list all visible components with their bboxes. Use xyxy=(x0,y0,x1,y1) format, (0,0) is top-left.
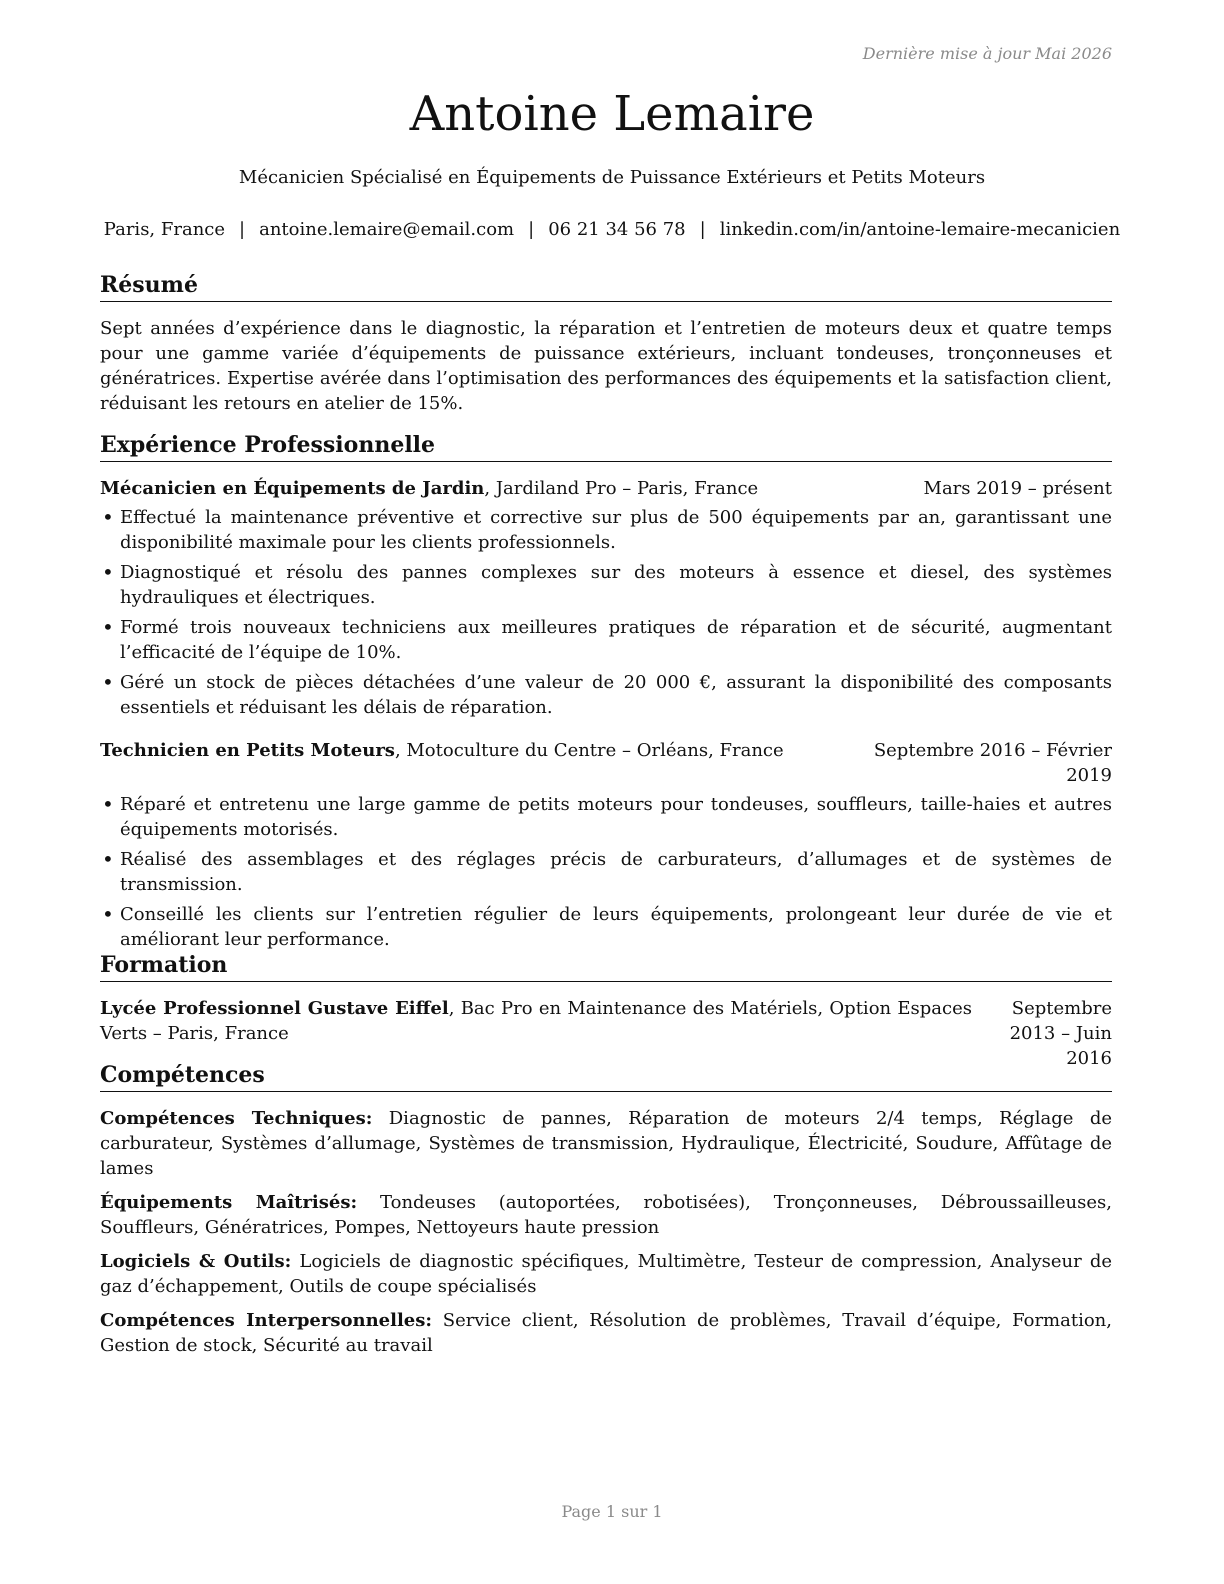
job-role: Technicien en Petits Moteurs xyxy=(100,740,395,761)
skill-line xyxy=(100,1249,1112,1299)
skill-text: Tondeuses (autoportées, robotisées), Tronçonneuses, Débroussailleuses, Souffleurs, Génératrices, Pompes, Nettoyeurs haute pression xyxy=(100,1192,1112,1238)
separator: | xyxy=(699,219,706,240)
separator: | xyxy=(239,219,246,240)
job-dates: Septembre 2016 – Février 2019 xyxy=(873,740,1112,786)
phone: 06 21 34 56 78 xyxy=(548,219,686,240)
job-title: Mécanicien Spécialisé en Équipements de Puissance Extérieurs et Petits Moteurs xyxy=(238,167,986,188)
summary-text: Sept années d’expérience dans le diagnostic, la réparation et l’entretien de moteurs deux et quatre temps pour une gamme variée d’équipements de puissance extérieurs, incluant tondeuses, tronçonneuses et génératrices. Expertise avérée dans l’optimisation des performances des équipements et la satisfaction client, réduisant les retours en atelier de 15%. xyxy=(100,318,1112,414)
page-number: Page 1 sur 1 xyxy=(561,1502,663,1521)
candidate-name: Antoine Lemaire xyxy=(409,86,815,142)
job-bullets xyxy=(100,505,1112,720)
section-title-skills: Compétences xyxy=(100,1060,1112,1092)
skills-section xyxy=(100,1060,1112,1367)
linkedin-link[interactable]: linkedin.com/in/antoine-lemaire-mecanicien xyxy=(719,219,1121,240)
bullet-item: • Géré un stock de pièces détachées d’une valeur de 20 000 €, assurant la disponibilité des composants essentiels et réduisant les délais de réparation. xyxy=(100,670,1112,720)
bullet-item: • Effectué la maintenance préventive et corrective sur plus de 500 équipements par an, garantissant une disponibilité maximale pour les clients professionnels. xyxy=(100,505,1112,555)
bullet-item: • Réalisé des assemblages et des réglages précis de carburateurs, d’allumages et de systèmes de transmission. xyxy=(100,847,1112,897)
skill-line xyxy=(100,1190,1112,1240)
bullet-item: • Conseillé les clients sur l’entretien régulier de leurs équipements, prolongeant leur durée de vie et améliorant leur performance. xyxy=(100,902,1112,952)
skill-label: Compétences Interpersonnelles: xyxy=(100,1310,433,1331)
skill-label: Compétences Techniques: xyxy=(100,1108,373,1129)
summary-section xyxy=(100,270,1112,416)
contact-line xyxy=(0,219,1224,240)
job-entry xyxy=(100,738,1112,952)
bullet-item: • Diagnostiqué et résolu des pannes complexes sur des moteurs à essence et diesel, des systèmes hydrauliques et électriques. xyxy=(100,560,1112,610)
skill-text: Logiciels de diagnostic spécifiques, Multimètre, Testeur de compression, Analyseur de gaz d’échappement, Outils de coupe spécialisés xyxy=(100,1251,1112,1297)
section-title-experience: Expérience Professionnelle xyxy=(100,430,1112,462)
job-heading xyxy=(100,738,784,788)
job-role: Mécanicien en Équipements de Jardin xyxy=(100,478,485,499)
education-section xyxy=(100,950,1112,1071)
job-company: , Motoculture du Centre – Orléans, France xyxy=(394,740,784,761)
skill-text: Diagnostic de pannes, Réparation de moteurs 2/4 temps, Réglage de carburateur, Systèmes d’allumage, Systèmes de transmission, Hydraulique, Électricité, Soudure, Affûtage de lames xyxy=(100,1108,1112,1179)
degree: , Bac Pro en Maintenance des Matériels, Option Espaces Verts – Paris, France xyxy=(100,998,972,1044)
email-link[interactable]: antoine.lemaire@email.com xyxy=(259,219,515,240)
separator: | xyxy=(528,219,535,240)
job-company: , Jardiland Pro – Paris, France xyxy=(484,478,759,499)
experience-section xyxy=(100,430,1112,957)
skill-line xyxy=(100,1308,1112,1358)
skill-label: Logiciels & Outils: xyxy=(100,1251,292,1272)
section-title-education: Formation xyxy=(100,950,1112,982)
job-heading xyxy=(100,476,758,501)
job-entry xyxy=(100,476,1112,720)
school-name: Lycée Professionnel Gustave Eiffel xyxy=(100,998,449,1019)
education-dates: Septembre 2013 – Juin 2016 xyxy=(1009,998,1112,1069)
job-bullets xyxy=(100,792,1112,952)
section-title-summary: Résumé xyxy=(100,270,1112,302)
last-updated: Dernière mise à jour Mai 2026 xyxy=(862,44,1112,63)
skill-label: Équipements Maîtrisés: xyxy=(100,1192,358,1213)
skill-line xyxy=(100,1106,1112,1181)
location: Paris, France xyxy=(103,219,226,240)
bullet-item: • Réparé et entretenu une large gamme de petits moteurs pour tondeuses, souffleurs, taille-haies et autres équipements motorisés. xyxy=(100,792,1112,842)
skill-text: Service client, Résolution de problèmes, Travail d’équipe, Formation, Gestion de stock, Sécurité au travail xyxy=(100,1310,1112,1356)
job-dates: Mars 2019 – présent xyxy=(923,478,1112,499)
bullet-item: • Formé trois nouveaux techniciens aux meilleures pratiques de réparation et de sécurité, augmentant l’efficacité de l’équipe de 10%. xyxy=(100,615,1112,665)
